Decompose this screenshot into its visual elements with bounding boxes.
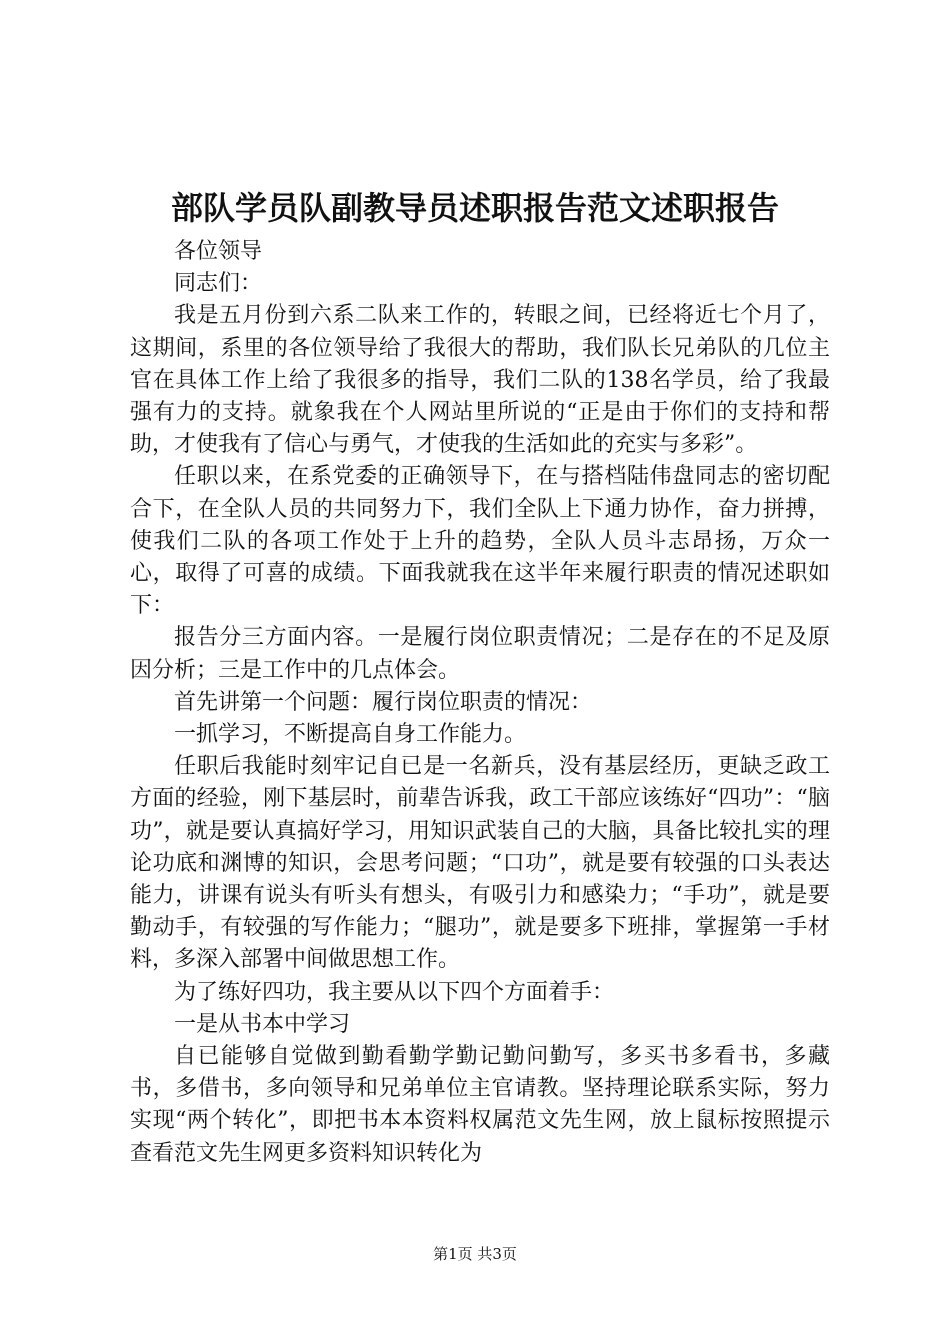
paragraph-intro: 我是五月份到六系二队来工作的，转眼之间，已经将近七个月了，这期间，系里的各位领导给了我很大的帮助，我们队长兄弟队的几位主官在具体工作上给了我很多的指导，我们二队的138名学员，给了我最强有力的支持。就象我在个人网站里所说的“正是由于你们的支持和帮助，才使我有了信心与勇气，才使我的生活如此的充实与多彩”。 [130, 303, 830, 458]
paragraph-four-aspects: 为了练好四功，我主要从以下四个方面着手： [174, 979, 615, 1005]
salutation-comrades: 同志们： [174, 271, 263, 297]
salutation-leaders: 各位领导 [174, 239, 263, 264]
paragraph-first-issue: 首先讲第一个问题：履行岗位职责的情况： [174, 689, 593, 715]
paragraph-since-appointment: 任职以来，在系党委的正确领导下，在与搭档陆伟盘同志的密切配合下，在全队人员的共同努力下，我们全队上下通力协作，奋力拼搏，使我们二队的各项工作处于上升的趋势，全队人员斗志昂扬，万众一心，取得了可喜的成绩。下面我就我在这半年来履行职责的情况述职如下： [130, 464, 830, 619]
paragraph-self-study: 自已能够自觉做到勤看勤学勤记勤问勤写，多买书多看书，多藏书，多借书，多向领导和兄弟单位主官请教。坚持理论联系实际，努力实现“两个转化”，即把书本本资料权属范文先生网，放上鼠标按照提示查看范文先生网更多资料知识转化为 [130, 1044, 830, 1166]
paragraph-report-outline: 报告分三方面内容。一是履行岗位职责情况；二是存在的不足及原因分析；三是工作中的几点体会。 [130, 625, 830, 683]
paragraph-four-skills: 任职后我能时刻牢记自已是一名新兵，没有基层经历，更缺乏政工方面的经验，刚下基层时，前辈告诉我，政工干部应该练好“四功”：“脑功”，就是要认真搞好学习，用知识武装自己的大脑，具备比较扎实的理论功底和渊博的知识，会思考问题；“口功”，就是要有较强的口头表达能力，讲课有说头有听头有想头，有吸引力和感染力；“手功”，就是要勤动手，有较强的写作能力；“腿功”，就是要多下班排，掌握第一手材料，多深入部署中间做思想工作。 [130, 754, 830, 973]
page-footer: 第1页 共3页 [433, 1245, 517, 1263]
document-title: 部队学员队副教导员述职报告范文述职报告 [170, 189, 779, 227]
paragraph-learn-from-books: 一是从书本中学习 [174, 1011, 351, 1037]
document-body [130, 236, 830, 1170]
paragraph-study-heading: 一抓学习，不断提高自身工作能力。 [174, 722, 527, 748]
